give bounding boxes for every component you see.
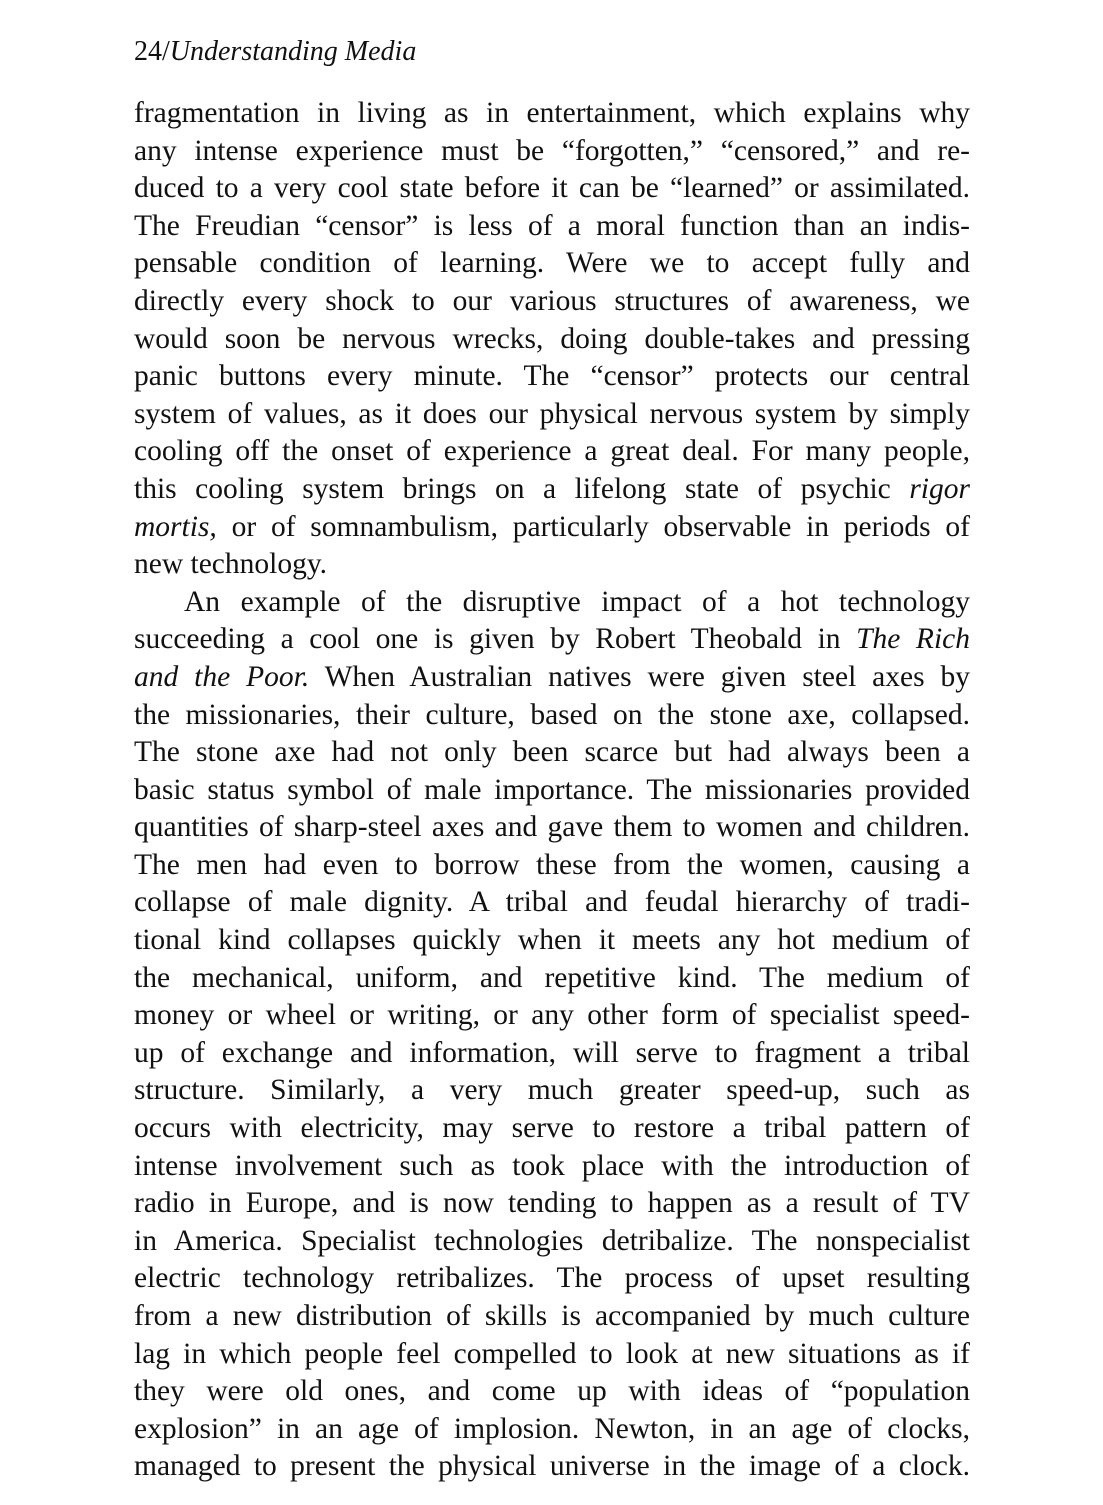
paragraph-2 [134, 584, 970, 1486]
text-run: or of somnambulism, particularly observable in periods of [231, 510, 971, 543]
running-head [134, 34, 416, 70]
text-line: would soon be nervous wrecks, doing double-takes and pressing [134, 322, 970, 355]
text-line: duced to a very cool state before it can be “learned” or assimilated. [134, 172, 970, 205]
text-line: new technology. [134, 548, 328, 581]
text-line: An example of the disruptive impact of a hot technology [184, 585, 970, 618]
text-line [134, 659, 970, 697]
text-line: intense involvement such as took place with the introduction of [134, 1149, 970, 1182]
text-run: succeeding a cool one is given by Robert Theobald in [134, 623, 841, 656]
text-line: the missionaries, their culture, based on the stone axe, collapsed. [134, 698, 970, 731]
page-number: 24 [134, 36, 162, 67]
text-line: fragmentation in living as in entertainment, which explains why [134, 97, 970, 129]
text-line: panic buttons every minute. The “censor” protects our central [134, 360, 970, 393]
text-line: The men had even to borrow these from the women, causing a [134, 848, 970, 881]
text-run: this cooling system brings on a lifelong state of psychic [134, 472, 891, 505]
text-line: system of values, as it does our physical nervous system by simply [134, 397, 970, 430]
book-title: Understanding Media [169, 36, 417, 67]
text-line: collapse of male dignity. A tribal and feudal hierarchy of tradi- [134, 886, 970, 919]
italic-title: and the Poor. [134, 660, 310, 693]
text-line: cooling off the onset of experience a great deal. For many people, [134, 435, 970, 468]
text-line: explosion” in an age of implosion. Newton, in an age of clocks, [134, 1412, 970, 1445]
text-line [134, 621, 970, 659]
italic-term: rigor [909, 472, 970, 505]
text-line [134, 471, 970, 509]
text-line: in America. Specialist technologies detribalize. The nonspecialist [134, 1224, 970, 1257]
text-line: quantities of sharp-steel axes and gave them to women and children. [134, 811, 970, 844]
text-line: The Freudian “censor” is less of a moral function than an indis- [134, 209, 970, 242]
text-line: pensable condition of learning. Were we to accept fully and [134, 247, 970, 280]
text-line: tional kind collapses quickly when it meets any hot medium of [134, 924, 970, 957]
head-separator: / [162, 36, 170, 67]
text-line: structure. Similarly, a very much greater speed-up, such as [134, 1074, 970, 1107]
italic-title: The Rich [856, 623, 970, 656]
body-text [134, 95, 970, 1486]
text-line: up of exchange and information, will serve to fragment a tribal [134, 1036, 970, 1069]
paragraph-1 [134, 95, 970, 584]
text-line: from a new distribution of skills is accompanied by much culture [134, 1300, 970, 1332]
text-line [134, 509, 970, 547]
text-line: basic status symbol of male importance. The missionaries provided [134, 773, 970, 806]
italic-term: mortis, [134, 510, 217, 543]
text-line: money or wheel or writing, or any other form of specialist speed- [134, 999, 970, 1032]
text-line: electric technology retribalizes. The process of upset resulting [134, 1262, 970, 1295]
text-line: The stone axe had not only been scarce but had always been a [134, 736, 970, 769]
text-line: the mechanical, uniform, and repetitive kind. The medium of [134, 961, 970, 994]
text-line: any intense experience must be “forgotten,” “censored,” and re- [134, 134, 970, 167]
text-run: When Australian natives were given steel axes by [324, 660, 970, 693]
text-line: managed to present the physical universe in the image of a clock. [134, 1450, 970, 1483]
text-line: directly every shock to our various structures of awareness, we [134, 284, 970, 317]
text-line: lag in which people feel compelled to look at new situations as if [134, 1337, 970, 1370]
text-line: they were old ones, and come up with ideas of “population [134, 1375, 970, 1408]
text-line: occurs with electricity, may serve to restore a tribal pattern of [134, 1112, 970, 1145]
text-line: radio in Europe, and is now tending to happen as a result of TV [134, 1187, 970, 1220]
